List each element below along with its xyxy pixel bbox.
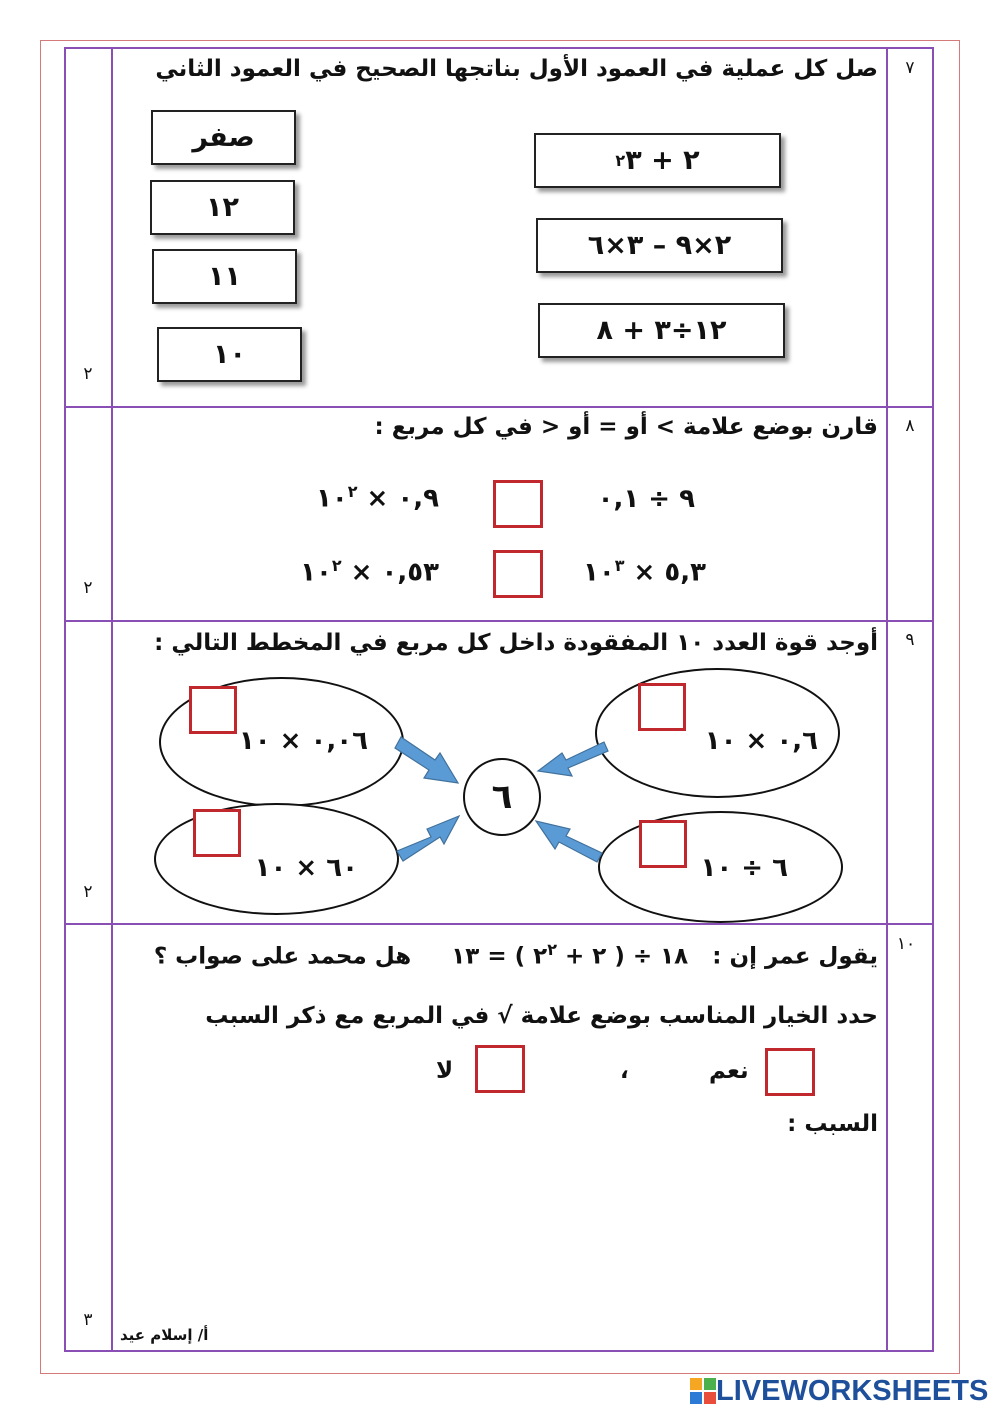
expression-left: ٠,٥٣ × $١٠^٢$ [300,556,439,588]
operation-box[interactable]: ٢×٩ – ٣×٦ [536,218,783,273]
arrow-icon [538,742,608,776]
expression-right: ٩ ÷ ٠,١ [597,484,695,514]
result-box[interactable]: صفر [151,110,296,165]
expression-left: ٠,٩ × $١٠^٢$ [315,482,439,514]
no-checkbox[interactable] [475,1045,525,1093]
author-name: أ/ إسلام عيد [120,1326,209,1344]
arrow-icon [397,816,459,861]
yes-checkbox[interactable] [765,1048,815,1096]
logo-icon [690,1378,716,1404]
question-statement: يقول عمر إن : ١٨ ÷ ( ٢ + $٢^٢$ ) = ١٣ هل محمد على صواب ؟ [153,940,878,970]
yes-label: نعم [709,1058,749,1084]
diagram-expression: ٦٠ × ١٠ [254,853,358,883]
center-number-circle: ٦ [463,758,541,836]
no-label: لا [436,1058,454,1084]
question-score: ٣ [83,1310,93,1330]
question-prompt: قارن بوضع علامة > أو = أو < في كل مربع : [374,414,878,440]
operation-box[interactable]: ٢ + ٣ ٢ [534,133,781,188]
separator: ، [620,1058,629,1084]
question-number: ٨ [905,416,915,436]
diagram-expression: ٦ ÷ ١٠ [700,853,788,883]
arrow-icon [536,821,602,862]
question-score: ٢ [83,364,93,384]
question-number: ٧ [905,58,915,78]
question-score: ٢ [83,578,93,598]
result-box[interactable]: ١٢ [150,180,295,235]
arrow-icon [395,737,458,783]
reason-label: السبب : [787,1111,878,1137]
result-box[interactable]: ١٠ [157,327,302,382]
question-score: ٢ [83,882,93,902]
diagram-expression: ٠,٠٦ × ١٠ [238,726,368,756]
result-box[interactable]: ١١ [152,249,297,304]
logo-text: LIVEWORKSHEETS [716,1374,989,1407]
liveworksheets-logo [690,1374,990,1408]
question-prompt: صل كل عملية في العمود الأول بناتجها الصحيح في العمود الثاني [155,56,878,82]
question-prompt: أوجد قوة العدد ١٠ المفقودة داخل كل مربع في المخطط التالي : [154,630,878,656]
question-instruction: حدد الخيار المناسب بوضع علامة √ في المربع مع ذكر السبب [205,1003,878,1029]
diagram-expression: ٠,٦ × ١٠ [704,726,818,756]
question-number: ٩ [905,630,915,650]
operation-box[interactable]: ١٢÷٣ + ٨ [538,303,785,358]
expression-right: ٥,٣ × $١٠^٣$ [582,556,706,588]
question-number: ١٠ [896,934,916,954]
